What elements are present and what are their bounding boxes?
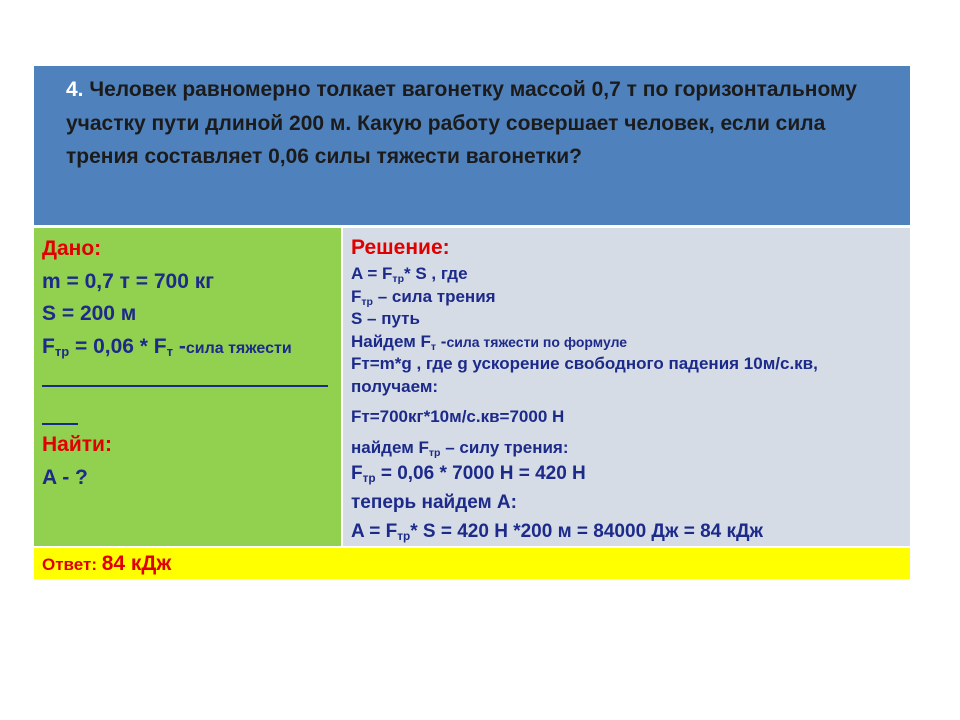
subscript: тр <box>392 273 404 285</box>
subscript: тр <box>362 472 376 485</box>
gravity-subscript: т <box>166 343 174 359</box>
find-title: Найти: <box>42 433 112 456</box>
friction-subscript: тр <box>54 343 70 359</box>
given-spacer <box>42 365 335 429</box>
gravity-note: сила тяжести по формуле <box>446 333 628 350</box>
friction-formula: = 0,06 * F <box>69 334 167 358</box>
solution-line-11 <box>351 517 904 546</box>
work-result: * S = 420 Н *200 м = 84000 Дж = 84 кДж <box>410 521 763 542</box>
solution-line-2 <box>351 286 904 309</box>
solution-line-4 <box>351 331 904 354</box>
solution-line-10: теперь найдем А: <box>351 492 517 513</box>
find-gravity: Найдем F <box>351 331 431 351</box>
definition: – сила трения <box>372 286 496 306</box>
friction-dash: - <box>173 334 186 358</box>
solution-line-7: Fт=700кг*10м/с.кв=7000 Н <box>351 407 565 426</box>
subscript: тр <box>397 530 411 543</box>
subscript: т <box>430 340 437 353</box>
solution-line-5: Fт=m*g , где g ускорение свободного падения 10м/с.кв, <box>351 354 818 373</box>
given-title: Дано: <box>42 237 102 260</box>
solution-line-3: S – путь <box>351 309 420 328</box>
solution-line-1 <box>351 263 904 286</box>
friction-definition: – силу трения: <box>440 437 569 457</box>
friction-symbol: F <box>42 334 55 358</box>
answer-value: 84 кДж <box>101 552 172 575</box>
answer-bar <box>34 548 910 579</box>
work-formula-rest: * S , где <box>404 264 468 283</box>
subscript: тр <box>361 295 373 308</box>
friction-note: сила тяжести <box>185 339 292 357</box>
given-section <box>34 228 341 546</box>
work-formula: A = F <box>351 264 393 283</box>
subscript: тр <box>428 446 441 459</box>
answer-label: Ответ: <box>42 555 102 574</box>
solution-line-9 <box>351 459 904 488</box>
friction-calc: = 0,06 * 7000 Н = 420 Н <box>375 463 586 484</box>
solution-section <box>343 228 910 546</box>
given-friction <box>42 331 335 366</box>
symbol: F <box>351 286 362 306</box>
given-distance: S = 200 м <box>42 302 137 325</box>
divider-line-short <box>42 423 78 425</box>
find-value: A - ? <box>42 465 88 489</box>
work-calc: A = F <box>351 521 398 542</box>
given-mass: m = 0,7 т = 700 кг <box>42 269 214 293</box>
divider-line <box>42 385 328 387</box>
symbol: F <box>351 463 363 484</box>
solution-line-8 <box>351 437 904 460</box>
problem-statement <box>34 66 910 225</box>
find-friction: найдем F <box>351 437 429 457</box>
problem-text: Человек равномерно толкает вагонетку массой 0,7 т по горизонтальному участку пути длиной 200 м. Какую работу совершает человек, если сила трения составляет 0,06 силы тяжести вагонетки? <box>66 78 857 168</box>
problem-number: 4. <box>66 78 84 101</box>
solution-line-6: получаем: <box>351 376 439 396</box>
dash: - <box>436 331 447 351</box>
solution-title: Решение: <box>351 236 450 259</box>
